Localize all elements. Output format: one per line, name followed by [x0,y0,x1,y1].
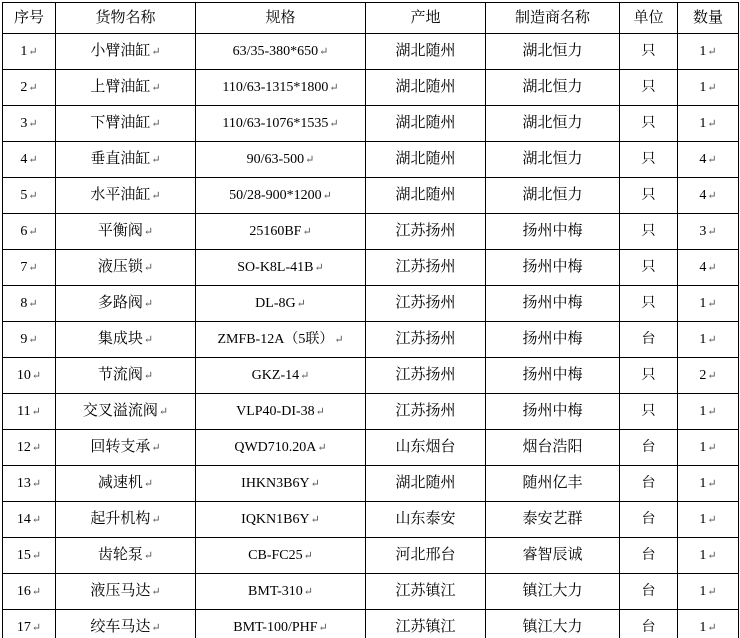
cell-quantity: 1 ↵ [678,322,739,358]
table-row [3,538,739,574]
cell-unit: 只 [620,358,678,394]
cell-index: 1 ↵ [3,34,56,70]
cell-goods-name: 绞车马达 ↵ [56,610,196,638]
table-row [3,106,739,142]
table-row [3,394,739,430]
cell-index: 2 ↵ [3,70,56,106]
table-row [3,178,739,214]
cell-index: 9 ↵ [3,322,56,358]
cell-index: 12 ↵ [3,430,56,466]
cell-spec: 110/63-1076*1535 ↵ [196,106,366,142]
cell-goods-name: 减速机 ↵ [56,466,196,502]
cell-origin: 江苏镇江 [366,610,486,638]
cell-quantity: 1 ↵ [678,34,739,70]
cell-spec: 25160BF ↵ [196,214,366,250]
cell-manufacturer: 镇江大力 [486,610,620,638]
cell-spec: 110/63-1315*1800 ↵ [196,70,366,106]
cell-unit: 只 [620,286,678,322]
column-header-origin: 产地 [366,3,486,34]
cell-index: 8 ↵ [3,286,56,322]
cell-manufacturer: 湖北恒力 [486,178,620,214]
column-header-quantity: 数量 [678,3,739,34]
cell-unit: 台 [620,430,678,466]
cell-unit: 只 [620,250,678,286]
table-row [3,430,739,466]
cell-spec: GKZ-14 ↵ [196,358,366,394]
cell-goods-name: 小臂油缸 ↵ [56,34,196,70]
cell-manufacturer: 湖北恒力 [486,70,620,106]
cell-spec: ZMFB-12A（5联） ↵ [196,322,366,358]
cell-origin: 江苏扬州 [366,214,486,250]
cell-unit: 只 [620,34,678,70]
table-row [3,610,739,638]
cell-goods-name: 液压马达 ↵ [56,574,196,610]
cell-manufacturer: 扬州中梅 [486,214,620,250]
cell-manufacturer: 扬州中梅 [486,286,620,322]
cell-origin: 湖北随州 [366,466,486,502]
cell-origin: 江苏扬州 [366,394,486,430]
table-row [3,250,739,286]
cell-index: 15 ↵ [3,538,56,574]
table-row [3,70,739,106]
cell-goods-name: 液压锁 ↵ [56,250,196,286]
cell-origin: 山东泰安 [366,502,486,538]
cell-spec: CB-FC25 ↵ [196,538,366,574]
cell-quantity: 4 ↵ [678,178,739,214]
table-row [3,574,739,610]
cell-origin: 河北邢台 [366,538,486,574]
cell-quantity: 2 ↵ [678,358,739,394]
cell-spec: 90/63-500 ↵ [196,142,366,178]
cell-index: 6 ↵ [3,214,56,250]
cell-origin: 江苏扬州 [366,250,486,286]
cell-unit: 只 [620,178,678,214]
cell-goods-name: 集成块 ↵ [56,322,196,358]
cell-index: 17 ↵ [3,610,56,638]
cell-goods-name: 垂直油缸 ↵ [56,142,196,178]
cell-spec: 63/35-380*650 ↵ [196,34,366,70]
cell-spec: IQKN1B6Y ↵ [196,502,366,538]
cell-quantity: 1 ↵ [678,286,739,322]
cell-origin: 湖北随州 [366,178,486,214]
cell-index: 14 ↵ [3,502,56,538]
cell-manufacturer: 湖北恒力 [486,34,620,70]
cell-goods-name: 下臂油缸 ↵ [56,106,196,142]
cell-index: 5 ↵ [3,178,56,214]
table-row [3,286,739,322]
cell-goods-name: 上臂油缸 ↵ [56,70,196,106]
cell-manufacturer: 扬州中梅 [486,322,620,358]
cell-spec: BMT-100/PHF ↵ [196,610,366,638]
cell-quantity: 1 ↵ [678,574,739,610]
cell-origin: 山东烟台 [366,430,486,466]
cell-index: 4 ↵ [3,142,56,178]
cell-origin: 湖北随州 [366,34,486,70]
cell-goods-name: 起升机构 ↵ [56,502,196,538]
cell-manufacturer: 扬州中梅 [486,250,620,286]
cell-unit: 只 [620,106,678,142]
cell-goods-name: 水平油缸 ↵ [56,178,196,214]
cell-spec: VLP40-DI-38 ↵ [196,394,366,430]
cell-spec: QWD710.20A ↵ [196,430,366,466]
column-header-spec: 规格 [196,3,366,34]
cell-unit: 台 [620,574,678,610]
cell-spec: BMT-310 ↵ [196,574,366,610]
table-row [3,34,739,70]
cell-quantity: 1 ↵ [678,394,739,430]
cell-spec: SO-K8L-41B ↵ [196,250,366,286]
cell-index: 3 ↵ [3,106,56,142]
cell-goods-name: 交叉溢流阀 ↵ [56,394,196,430]
table-row [3,358,739,394]
cell-manufacturer: 湖北恒力 [486,142,620,178]
cell-manufacturer: 扬州中梅 [486,358,620,394]
cell-quantity: 1 ↵ [678,106,739,142]
table-body [3,34,739,638]
cell-manufacturer: 睿智辰诚 [486,538,620,574]
column-header-index: 序号 [3,3,56,34]
column-header-unit: 单位 [620,3,678,34]
goods-table [2,2,739,638]
cell-quantity: 4 ↵ [678,250,739,286]
cell-index: 13 ↵ [3,466,56,502]
table-row [3,466,739,502]
cell-quantity: 1 ↵ [678,466,739,502]
cell-unit: 只 [620,394,678,430]
cell-unit: 台 [620,466,678,502]
cell-manufacturer: 扬州中梅 [486,394,620,430]
cell-manufacturer: 泰安艺群 [486,502,620,538]
cell-goods-name: 齿轮泵 ↵ [56,538,196,574]
cell-origin: 江苏镇江 [366,574,486,610]
cell-unit: 只 [620,142,678,178]
cell-origin: 湖北随州 [366,106,486,142]
table-header-row [3,3,739,34]
cell-unit: 台 [620,502,678,538]
cell-origin: 江苏扬州 [366,286,486,322]
cell-index: 10 ↵ [3,358,56,394]
cell-unit: 台 [620,538,678,574]
table-row [3,322,739,358]
table-row [3,214,739,250]
table-row [3,142,739,178]
cell-goods-name: 节流阀 ↵ [56,358,196,394]
cell-unit: 台 [620,322,678,358]
cell-origin: 江苏扬州 [366,322,486,358]
cell-quantity: 1 ↵ [678,538,739,574]
cell-index: 7 ↵ [3,250,56,286]
cell-index: 11 ↵ [3,394,56,430]
cell-goods-name: 回转支承 ↵ [56,430,196,466]
cell-quantity: 1 ↵ [678,430,739,466]
cell-goods-name: 平衡阀 ↵ [56,214,196,250]
cell-quantity: 1 ↵ [678,502,739,538]
cell-index: 16 ↵ [3,574,56,610]
cell-unit: 台 [620,610,678,638]
cell-origin: 湖北随州 [366,70,486,106]
cell-origin: 江苏扬州 [366,358,486,394]
cell-spec: DL-8G ↵ [196,286,366,322]
cell-quantity: 4 ↵ [678,142,739,178]
cell-quantity: 1 ↵ [678,70,739,106]
cell-spec: IHKN3B6Y ↵ [196,466,366,502]
cell-origin: 湖北随州 [366,142,486,178]
cell-manufacturer: 湖北恒力 [486,106,620,142]
cell-manufacturer: 烟台浩阳 [486,430,620,466]
cell-unit: 只 [620,214,678,250]
table-header [3,3,739,34]
cell-quantity: 1 ↵ [678,610,739,638]
column-header-manufacturer: 制造商名称 [486,3,620,34]
cell-manufacturer: 镇江大力 [486,574,620,610]
cell-manufacturer: 随州亿丰 [486,466,620,502]
cell-quantity: 3 ↵ [678,214,739,250]
cell-goods-name: 多路阀 ↵ [56,286,196,322]
table-row [3,502,739,538]
cell-spec: 50/28-900*1200 ↵ [196,178,366,214]
column-header-name: 货物名称 [56,3,196,34]
cell-unit: 只 [620,70,678,106]
